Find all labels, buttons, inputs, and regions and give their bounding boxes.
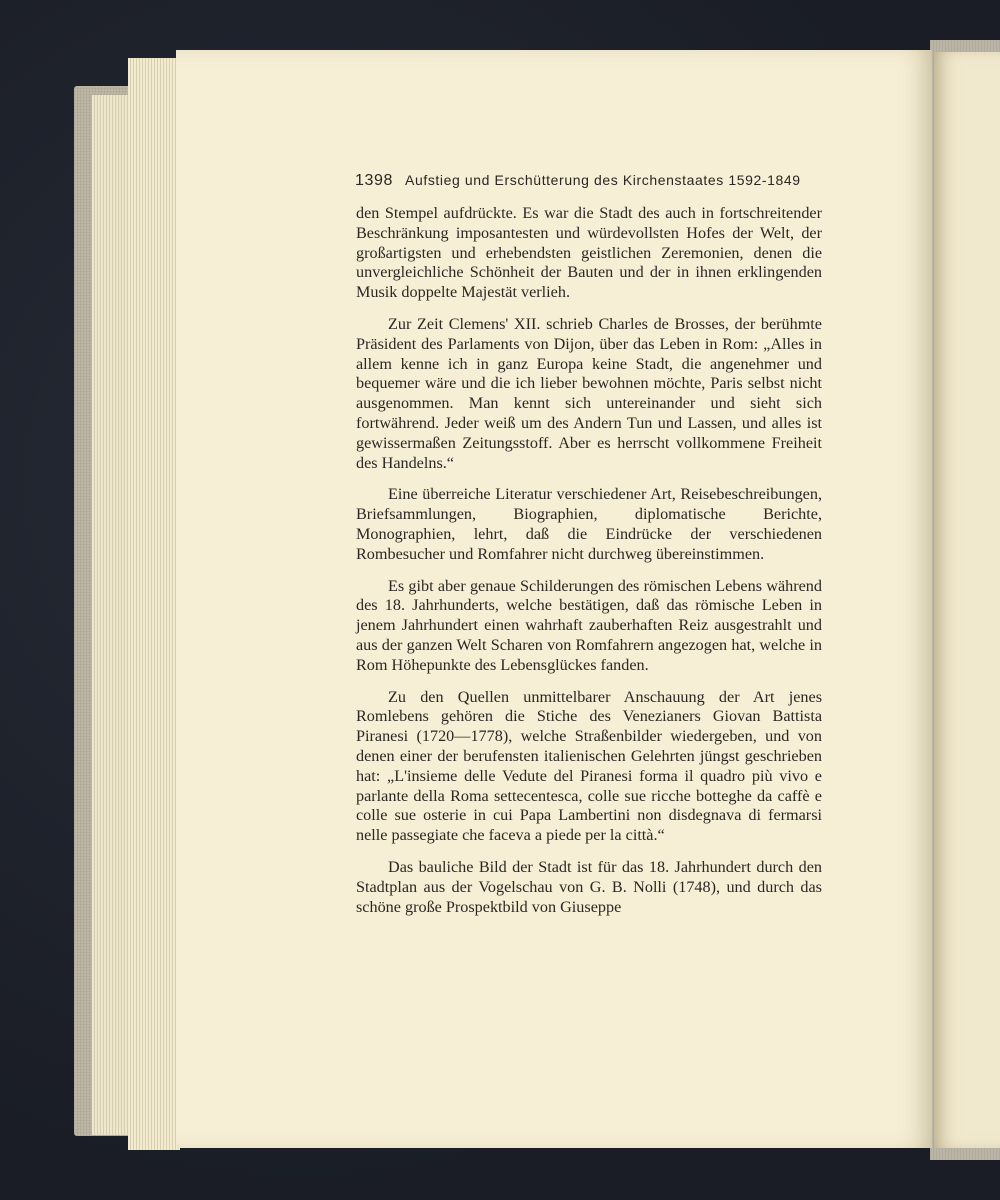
- body-text: [356, 204, 822, 929]
- paragraph: Eine überreiche Literatur verschiedener Art, Reisebeschreibungen, Briefsammlungen, Biographien, diplomatische Berichte, Monographien, lehrt, daß die Eindrücke der verschiedenen Rombesucher und Romfahrer nicht durchweg übereinstimmen.: [356, 485, 822, 563]
- paragraph: den Stempel aufdrückte. Es war die Stadt des auch in fortschreitender Beschränkung imposantesten und würdevollsten Hofes der Welt, der großartigsten und erhebendsten geistlichen Zeremonien, denen die unvergleichliche Schönheit der Bauten und der in ihnen erklingenden Musik doppelte Majestät verlieh.: [356, 204, 822, 302]
- running-title: Aufstieg und Erschütterung des Kirchenstaates 1592-1849: [405, 172, 801, 188]
- facing-page: [934, 52, 1000, 1148]
- running-header: [355, 172, 825, 194]
- paragraph: Es gibt aber genaue Schilderungen des römischen Lebens während des 18. Jahrhunderts, welche bestätigen, daß das römische Leben in jenem Jahrhundert einen wahrhaft zauberhaften Reiz ausgestrahlt und aus der ganzen Welt Scharen von Romfahrern angezogen hat, welche in Rom Höhepunkte des Lebensglückes fanden.: [356, 576, 822, 674]
- paragraph: Zur Zeit Clemens' XII. schrieb Charles de Brosses, der berühmte Präsident des Parlaments von Dijon, über das Leben in Rom: „Alles in allem kenne ich in ganz Europa keine Stadt, die angenehmer und bequemer wäre und die ich lieber bewohnen möchte, Paris selbst nicht ausgenommen. Man kennt sich untereinander und sieht sich fortwährend. Jeder weiß um des Andern Tun und Lassen, und alles ist gewissermaßen Zeitungsstoff. Aber es herrscht vollkommene Freiheit des Handelns.“: [356, 314, 822, 472]
- paragraph: Das bauliche Bild der Stadt ist für das 18. Jahrhundert durch den Stadtplan aus der Vogelschau von G. B. Nolli (1748), und durch das schöne große Prospektbild von Giuseppe: [356, 857, 822, 916]
- page-number: 1398: [355, 172, 393, 189]
- page-stack-edges-inner: [128, 58, 180, 1150]
- paragraph: Zu den Quellen unmittelbarer Anschauung der Art jenes Romlebens gehören die Stiche des Venezianers Giovan Battista Piranesi (1720—1778), welche Straßenbilder wiedergeben, und von denen einer der berufensten italienischen Gelehrten jüngst geschrieben hat: „L'insieme delle Vedute del Piranesi forma il quadro più vivo e parlante della Roma settecentesca, colle sue ricche botteghe da caffè e colle sue osterie in cui Papa Lambertini non disdegnava di fermarsi nelle passegiate che faceva a piede per la città.“: [356, 687, 822, 845]
